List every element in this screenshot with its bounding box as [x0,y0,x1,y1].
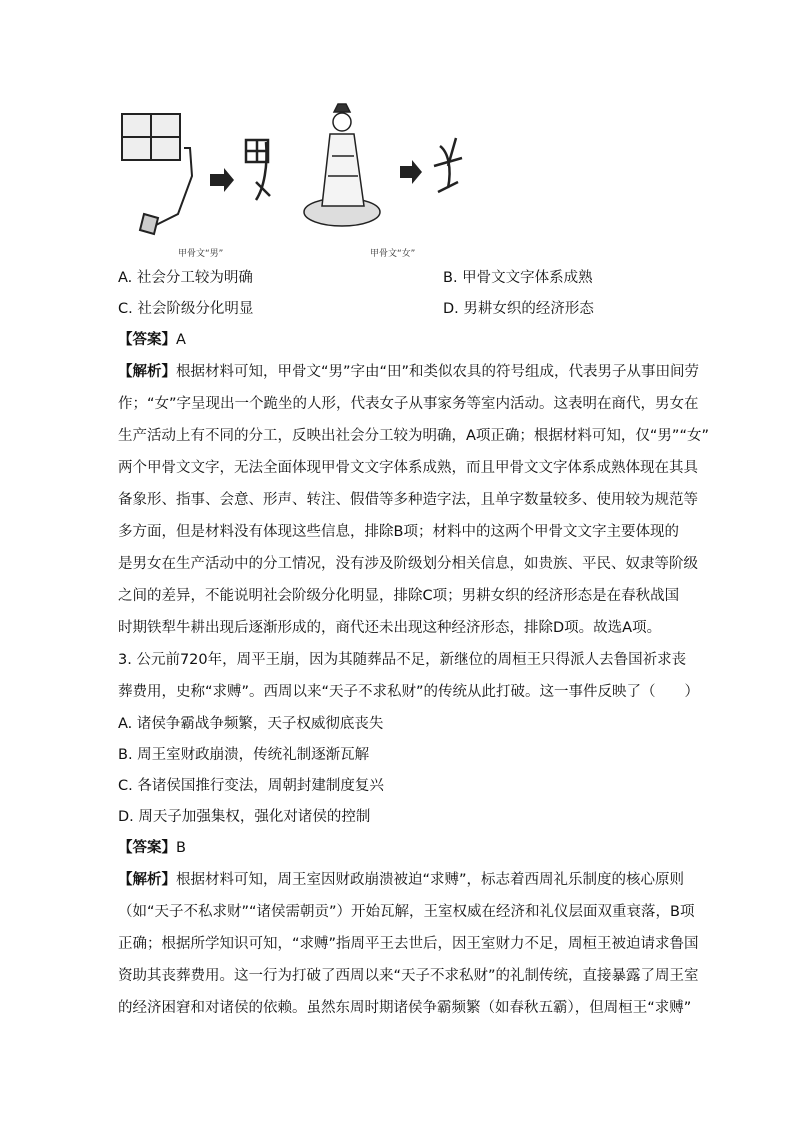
q3-analysis-line: 正确；根据所学知识可知，“求赙”指周平王去世后，因王室财力不足，周桓王被迫请求鲁国 [118,936,699,952]
analysis-label: 【解析】 [118,872,176,888]
figure-caption-female: 甲骨文“女” [370,249,416,259]
q2-analysis-line: 两个甲骨文文字，无法全面体现甲骨文文字体系成熟，而且甲骨文文字体系成熟体现在其具 [118,460,698,476]
oracle-character-female [434,138,462,192]
analysis-label: 【解析】 [118,364,176,380]
q2-analysis-line: 多方面，但是材料没有体现这些信息，排除B项；材料中的这两个甲骨文文字主要体现的 [118,524,679,540]
oracle-character-male [246,140,270,200]
analysis-text: 根据材料可知，甲骨文“男”字由“田”和类似农具的符号组成，代表男子从事田间劳 [176,364,700,380]
q2-analysis-line: 是男女在生产活动中的分工情况，没有涉及阶级划分相关信息，如贵族、平民、奴隶等阶级 [118,556,698,572]
q3-option-b: B. 周王室财政崩溃，传统礼制逐渐瓦解 [118,747,370,763]
answer-label: 【答案】 [118,332,176,348]
q2-analysis-line: 之间的差异，不能说明社会阶级分化明显，排除C项；男耕女织的经济形态是在春秋战国 [118,588,680,604]
q3-analysis-line: 的经济困窘和对诸侯的依赖。虽然东周时期诸侯争霸频繁（如春秋五霸），但周桓王“求赙” [118,1000,692,1016]
analysis-text: 根据材料可知，周王室因财政崩溃被迫“求赙”，标志着西周礼乐制度的核心原则 [176,872,685,888]
q2-analysis-line: 时期铁犁牛耕出现后逐渐形成的，商代还未出现这种经济形态，排除D项。故选A项。 [118,620,662,636]
q3-analysis-line: 资助其丧葬费用。这一行为打破了西周以来“天子不求私财”的礼制传统，直接暴露了周王室 [118,968,699,984]
answer-value: A [176,332,186,348]
figure-caption-male: 甲骨文“男” [178,249,224,259]
q2-answer [118,330,186,350]
q2-analysis-line: 生产活动上有不同的分工，反映出社会分工较为明确，A项正确；根据材料可知，仅“男”“女” [118,428,709,444]
q2-option-d: D. 男耕女织的经济形态 [443,301,594,317]
q3-analysis-line [118,870,684,890]
q3-option-a: A. 诸侯争霸战争频繁，天子权威彻底丧失 [118,716,384,732]
q3-analysis-line: （如“天子不私求财”“诸侯需朝贡”）开始瓦解，王室权威在经济和礼仪层面双重衰落，B项 [118,904,695,920]
q3-option-d: D. 周天子加强集权，强化对诸侯的控制 [118,809,371,825]
arrow-right-icon [210,168,234,192]
field-plough-drawing [122,114,192,234]
oracle-bone-figure [118,96,478,266]
q3-answer [118,838,186,858]
arrow-right-icon [400,160,422,184]
q3-stem-line: 葬费用，史称“求赙”。西周以来“天子不求私财”的传统从此打破。这一事件反映了（ ） [118,684,700,700]
answer-value: B [176,840,186,856]
q2-option-c: C. 社会阶级分化明显 [118,301,254,317]
q3-option-c: C. 各诸侯国推行变法，周朝封建制度复兴 [118,778,384,794]
q2-option-a: A. 社会分工较为明确 [118,270,253,286]
q2-analysis-line: 作；“女”字呈现出一个跪坐的人形，代表女子从事家务等室内活动。这表明在商代，男女在 [118,396,699,412]
q2-analysis-line: 备象形、指事、会意、形声、转注、假借等多种造字法，且单字数量较多、使用较为规范等 [118,492,698,508]
q3-stem-line: 3. 公元前720年，周平王崩，因为其随葬品不足，新继位的周桓王只得派人去鲁国祈求丧 [118,652,687,668]
kneeling-woman-drawing [304,104,380,226]
q2-analysis-line [118,362,699,382]
answer-label: 【答案】 [118,840,176,856]
q2-option-b: B. 甲骨文文字体系成熟 [443,270,593,286]
